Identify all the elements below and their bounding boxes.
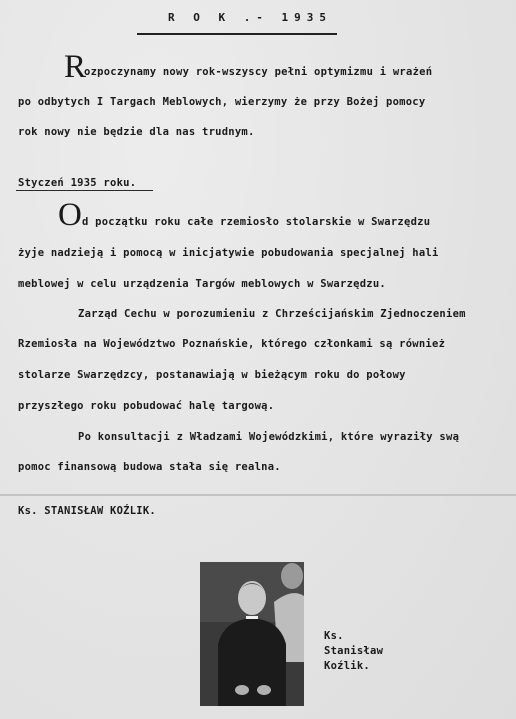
fold-line <box>0 494 516 496</box>
paragraph1-line-2: po odbytych I Targach Meblowych, wierzymy że przy Bożej pomocy <box>18 96 426 108</box>
title-underline <box>137 33 337 35</box>
section-heading-underline <box>16 190 153 191</box>
drop-cap-o: O <box>58 197 82 233</box>
portrait-illustration <box>200 562 304 706</box>
paragraph2-line-2: żyje nadzieją i pomocą w inicjatywie pobudowania specjalnej hali <box>18 247 439 259</box>
paragraph2-line-1: d początku roku całe rzemiosło stolarskie w Swarzędzu <box>82 216 431 228</box>
paragraph4-line-1: Po konsultacji z Władzami Wojewódzkimi, które wyraziły swą <box>78 431 460 443</box>
document-title: R O K .- 1935 <box>167 11 333 24</box>
signature: Ks. STANISŁAW KOŹLIK. <box>18 505 157 517</box>
paragraph3-line-2: Rzemiosła na Województwo Poznańskie, którego członkami są również <box>18 338 446 350</box>
caption-line-2: Stanisław <box>324 645 384 657</box>
paragraph3-line-1: Zarząd Cechu w porozumieniu z Chrześcijańskim Zjednoczeniem <box>78 308 466 320</box>
paragraph1-line-3: rok nowy nie będzie dla nas trudnym. <box>18 126 255 138</box>
drop-cap-r: R <box>64 49 87 85</box>
paragraph3-line-4: przyszłego roku pobudować halę targową. <box>18 400 275 412</box>
paragraph1-line-1: ozpoczynamy nowy rok-wszyscy pełni optymizmu i wrażeń <box>84 66 433 78</box>
paragraph3-line-3: stolarze Swarzędzcy, postanawiają w bieżącym roku do połowy <box>18 369 406 381</box>
paragraph2-line-3: meblowej w celu urządzenia Targów meblowych w Swarzędzu. <box>18 278 387 290</box>
caption-line-3: Koźlik. <box>324 660 371 672</box>
paragraph4-line-2: pomoc finansową budowa stała się realna. <box>18 461 281 473</box>
section-heading: Styczeń 1935 roku. <box>18 177 137 189</box>
portrait-photo <box>200 562 304 706</box>
caption-line-1: Ks. <box>324 630 344 642</box>
